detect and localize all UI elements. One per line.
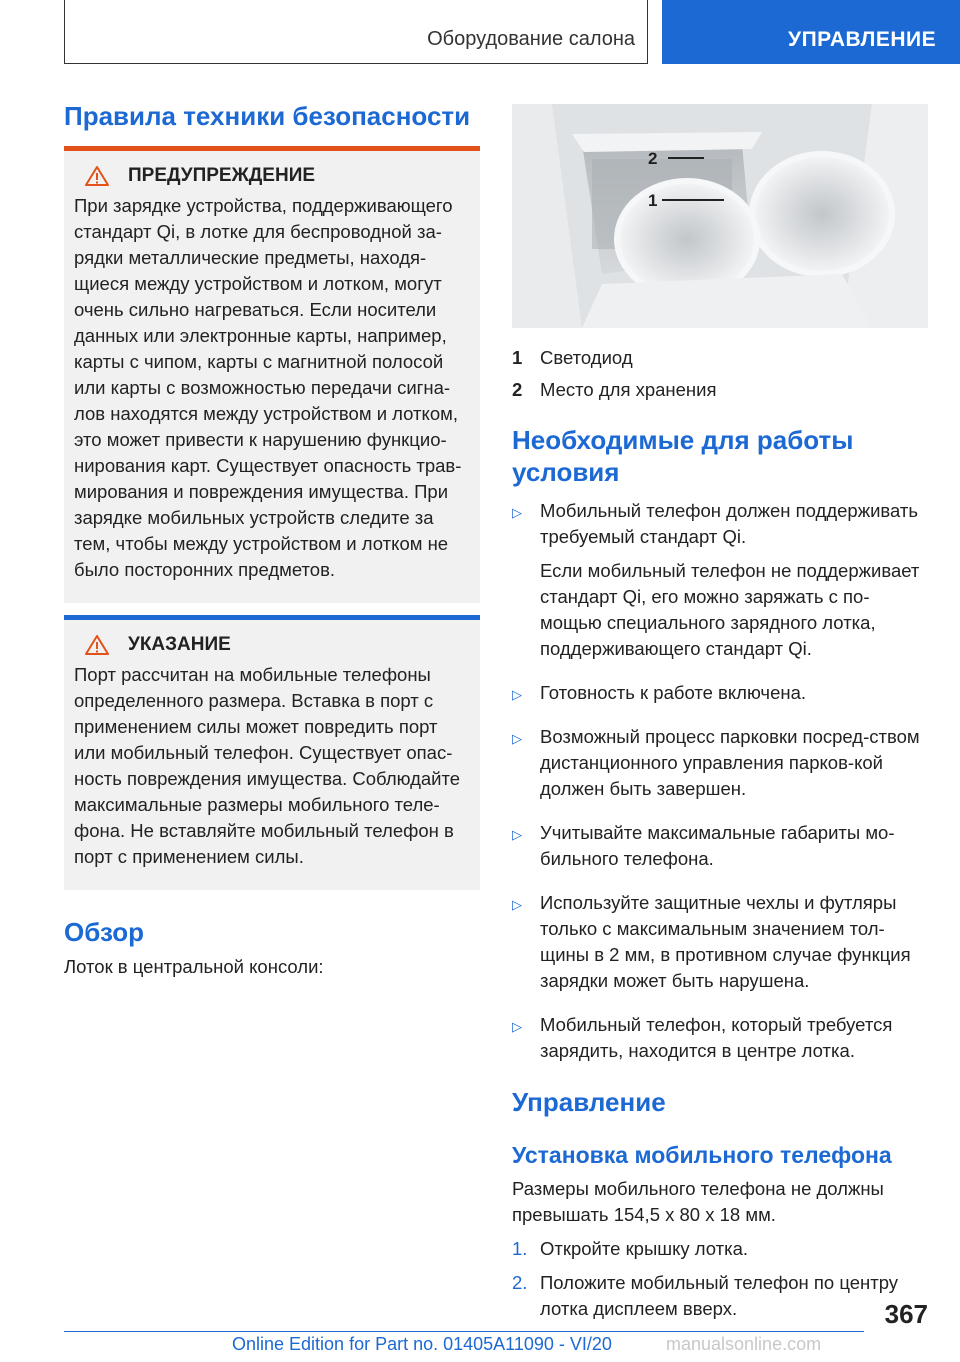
list-item-text: Готовность к работе включена. — [540, 682, 807, 703]
notice-triangle-icon — [84, 634, 110, 656]
install-title: Установка мобильного телефона — [512, 1142, 892, 1168]
triangle-bullet-icon: ▷ — [512, 897, 522, 912]
warning-text: При зарядке устройства, поддерживающего стандарт Qi, в лотке для беспроводной за-рядки металлические предметы, находя-щиеся между устройством и лотком, могут очень сильно нагреваться. Если носители данных или электронные карты, например, карты с чипом, карты с магнитной полосой или карты с возможностью передачи сигна-лов находятся между устройством и лотком, это может привести к нарушению функцио-нирования карт. Существует опасность трав-мирования и повреждения имущества. При зарядке мобильных устройств следите за тем, чтобы между устройством и лотком не было посторонних предметов. — [74, 195, 462, 580]
step-number: 2. — [512, 1272, 528, 1293]
header-section-box — [64, 0, 648, 64]
list-item — [512, 820, 928, 880]
callout-number: 1 — [512, 347, 523, 368]
callout-label: Светодиод — [540, 347, 633, 368]
list-item-text: Мобильный телефон должен поддерживать требуемый стандарт Qi. — [540, 500, 919, 547]
warning-label: ПРЕДУПРЕЖДЕНИЕ — [128, 165, 316, 186]
list-item — [512, 498, 928, 670]
triangle-bullet-icon: ▷ — [512, 505, 522, 520]
svg-text:1: 1 — [648, 191, 658, 210]
list-item-text: Возможный процесс парковки посред-ством дистанционного управления парков-кой должен быть завершен. — [540, 726, 920, 799]
notice-text: Порт рассчитан на мобильные телефоны определенного размера. Вставка в порт с применением силы может повредить порт или мобильный телефон. Существует опас-ность повреждения имущества. Соблюдайте максимальные размеры мобильного теле-фона. Не вставляйте мобильный телефон в порт с применением силы. — [74, 664, 461, 867]
left-column — [64, 100, 480, 980]
console-tray-illustration — [512, 104, 928, 328]
warning-box — [64, 146, 480, 603]
warning-header — [84, 165, 470, 187]
list-item — [512, 724, 928, 810]
header-chapter-tab: УПРАВЛЕНИЕ — [662, 0, 960, 64]
list-item-text: Мобильный телефон, который требуется зарядить, находится в центре лотка. — [540, 1014, 893, 1061]
step-item — [512, 1236, 928, 1262]
list-item — [512, 1012, 928, 1072]
callout-number: 2 — [512, 379, 523, 400]
triangle-bullet-icon: ▷ — [512, 731, 522, 746]
right-column — [512, 104, 928, 1330]
safety-title: Правила техники безопасности — [64, 101, 471, 131]
overview-text: Лоток в центральной консоли: — [64, 956, 324, 977]
triangle-bullet-icon: ▷ — [512, 827, 522, 842]
list-item — [512, 890, 928, 1002]
list-item-text: Используйте защитные чехлы и футляры только с максимальным значением тол-щины в 2 мм, в противном случае функция зарядки может быть нарушена. — [540, 892, 911, 991]
footer-edition: Online Edition for Part no. 01405A11090 - VI/20 — [232, 1334, 612, 1354]
console-tray-photo — [512, 104, 928, 328]
install-steps — [512, 1236, 928, 1322]
step-number: 1. — [512, 1238, 528, 1259]
page-number: 367 — [884, 1299, 928, 1329]
step-text: Положите мобильный телефон по центру лотка дисплеем вверх. — [540, 1272, 899, 1319]
operation-title: Управление — [512, 1087, 666, 1117]
overview-title: Обзор — [64, 917, 144, 947]
callout-row — [512, 374, 928, 406]
step-item — [512, 1270, 928, 1322]
notice-header — [84, 634, 470, 656]
warning-triangle-icon — [84, 165, 110, 187]
requirements-list — [512, 498, 928, 1072]
list-item-text: Если мобильный телефон не поддерживает стандарт Qi, его можно заряжать с по-мощью специального зарядного лотка, поддерживающего стандарт Qi. — [540, 560, 920, 659]
svg-text:2: 2 — [648, 149, 658, 168]
requirements-title: Необходимые для работы условия — [512, 425, 854, 487]
list-item — [512, 680, 928, 714]
header-section-title: Оборудование салона — [427, 28, 635, 50]
footer-divider — [64, 1331, 864, 1332]
list-item-text: Учитывайте максимальные габариты мо-бильного телефона. — [540, 822, 895, 869]
watermark-text: manualsonline.com — [666, 1334, 822, 1354]
callout-legend — [512, 342, 928, 406]
step-text: Откройте крышку лотка. — [540, 1238, 749, 1259]
notice-label: УКАЗАНИЕ — [128, 634, 231, 655]
triangle-bullet-icon: ▷ — [512, 1019, 522, 1034]
callout-label: Место для хранения — [540, 379, 717, 400]
callout-row — [512, 342, 928, 374]
install-text: Размеры мобильного телефона не должны превышать 154,5 x 80 x 18 мм. — [512, 1178, 884, 1225]
notice-box — [64, 615, 480, 890]
triangle-bullet-icon: ▷ — [512, 687, 522, 702]
